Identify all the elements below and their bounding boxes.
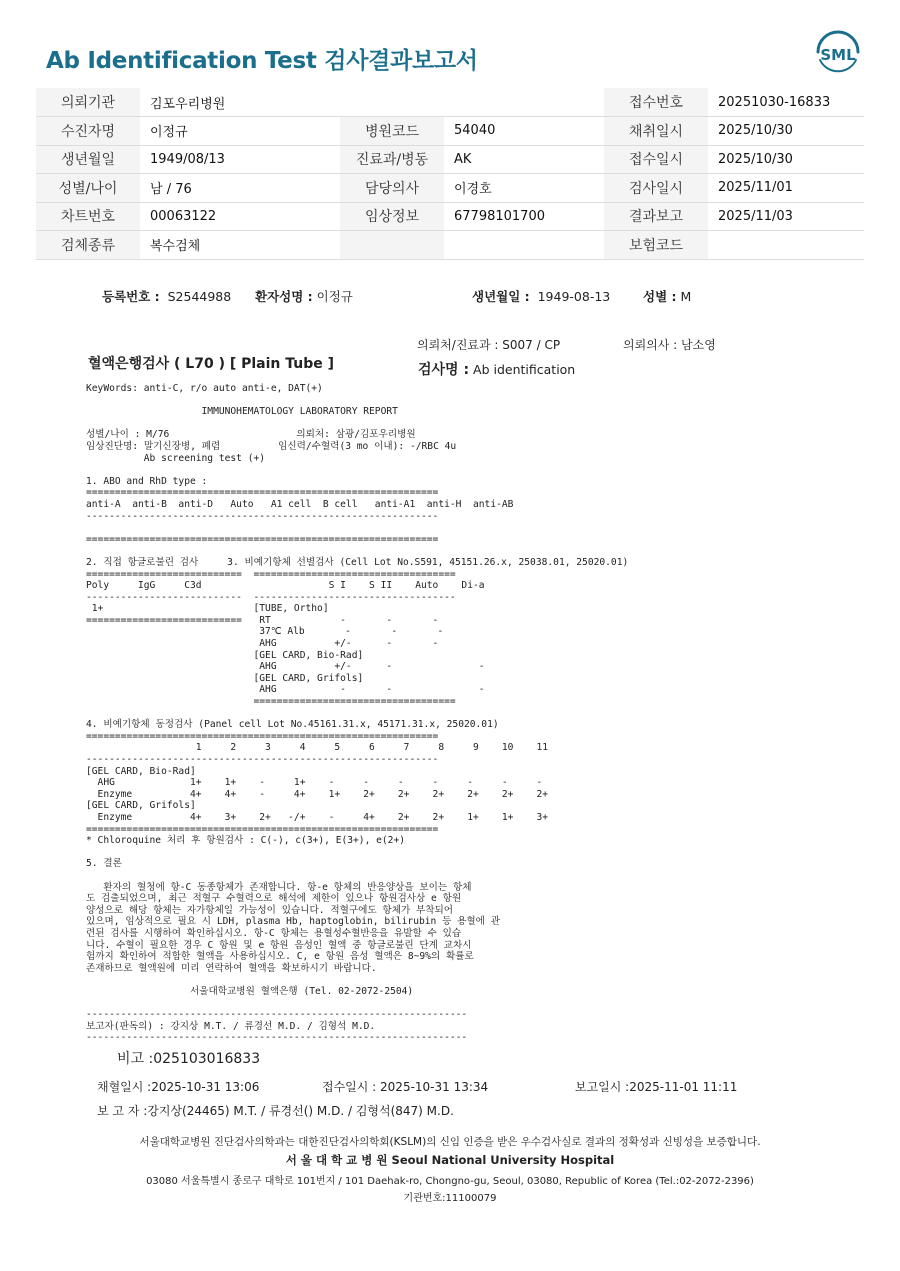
info-row xyxy=(36,88,864,117)
label-insurance-code: 보험코드 xyxy=(604,231,708,260)
label-birth-date: 생년월일 xyxy=(36,145,140,174)
label-receive-date: 접수일시 xyxy=(604,145,708,174)
receipt-time: 접수일시 : 2025-10-31 13:34 xyxy=(322,1080,489,1094)
value-clinical-info: 67798101700 xyxy=(444,202,604,231)
label-requesting-org: 의뢰기관 xyxy=(36,88,140,117)
blank-cell xyxy=(444,231,604,260)
patient-name: 환자성명 : 이정규 xyxy=(255,289,353,304)
value-chart-no: 00063122 xyxy=(140,202,340,231)
label-hospital-code: 병원코드 xyxy=(340,117,444,146)
blank-cell xyxy=(340,231,444,260)
registration-no: 등록번호 : S2544988 xyxy=(102,289,232,304)
value-sex-age: 남 / 76 xyxy=(140,174,340,203)
test-category-title: 혈액은행검사 ( L70 ) [ Plain Tube ] xyxy=(88,356,335,372)
info-row xyxy=(36,174,864,203)
label-report-date: 결과보고 xyxy=(604,202,708,231)
value-doctor: 이경호 xyxy=(444,174,604,203)
requesting-dept: 의뢰처/진료과 : S007 / CP xyxy=(417,338,561,352)
reporter-line: 보 고 자 :강지상(24465) M.T. / 류경선() M.D. / 김형석(847) M.D. xyxy=(97,1104,454,1118)
report-time: 보고일시 :2025-11-01 11:11 xyxy=(575,1080,738,1094)
value-collect-date: 2025/10/30 xyxy=(708,117,864,146)
page-title: Ab Identification Test 검사결과보고서 xyxy=(46,48,478,74)
label-specimen-type: 검체종류 xyxy=(36,231,140,260)
remarks: 비고 :025103016833 xyxy=(117,1051,261,1067)
label-department: 진료과/병동 xyxy=(340,145,444,174)
label-patient-name: 수진자명 xyxy=(36,117,140,146)
label-test-date: 검사일시 xyxy=(604,174,708,203)
info-row xyxy=(36,202,864,231)
label-chart-no: 차트번호 xyxy=(36,202,140,231)
label-doctor: 담당의사 xyxy=(340,174,444,203)
value-receipt-no: 20251030-16833 xyxy=(708,88,864,117)
hospital-name: 서 울 대 학 교 병 원 Seoul National University Hospital xyxy=(285,1153,615,1167)
requesting-doctor: 의뢰의사 : 남소영 xyxy=(623,338,716,352)
certification-note: 서울대학교병원 진단검사의학과는 대한진단검사의학회(KSLM)의 신임 인증을 받은 우수검사실로 결과의 정확성과 신빙성을 보증합니다. xyxy=(139,1136,761,1148)
institution-number: 기관번호:11100079 xyxy=(403,1193,497,1204)
patient-birth-date: 생년월일 : 1949-08-13 xyxy=(472,289,611,304)
label-sex-age: 성별/나이 xyxy=(36,174,140,203)
value-hospital-code: 54040 xyxy=(444,117,604,146)
value-specimen-type: 복수검체 xyxy=(140,231,340,260)
value-requesting-org: 김포우리병원 xyxy=(140,88,604,117)
lab-report-body: KeyWords: anti-C, r/o auto anti-e, DAT(+) IMMUNOHEMATOLOGY LABORATORY REPORT 성별/나이 : M/76 의뢰처: 삼광/김포우리병원 임상진단명: 말기신장병, 폐렴 임신력/수혈력(3 mo 이내): -/RBC 4u Ab screening test (+) 1. ABO and RhD type : ============================================================= anti-A anti-B anti-D Auto A1 cell B cell anti-A1 anti-H anti-AB ------------------------------------------------------------- ============================================================= 2. 직접 항글로불린 검사 3. 비예기항체 선별검사 (Cell Lot No.S591, 45151.26.x, 25038.01, 25020.01) =========================== =================================== Poly IgG C3d S I S II Auto Di-a --------------------------- ----------------------------------- 1+ [TUBE, Ortho] =========================== RT - - - 37℃ Alb - - - AHG +/- - - [GEL CARD, Bio-Rad] AHG +/- - - [GEL CARD, Grifols] AHG - - - =================================== 4. 비예기항체 동정검사 (Panel cell Lot No.45161.31.x, 45171.31.x, 25020.01) ============================================================= 1 2 3 4 5 6 7 8 9 10 11 ------------------------------------------------------------- [GEL CARD, Bio-Rad] AHG 1+ 1+ - 1+ - - - - - - - Enzyme 4+ 4+ - 4+ 1+ 2+ 2+ 2+ 2+ 2+ 2+ [GEL CARD, Grifols] Enzyme 4+ 3+ 2+ -/+ - 4+ 2+ 2+ 1+ 1+ 3+ ============================================================= * Chloroquine 처리 후 항원검사 : C(-), c(3+), E(3+), e(2+) 5. 결론 환자의 혈청에 항-C 동종항체가 존재합니다. 항-e 항체의 반응양상을 보이는 항체 도 검출되었으며, 최근 적혈구 수혈력으로 해석에 제한이 있으나 항원검사상 e 항원 양성으로 해당 항체는 자가항체일 가능성이 있습니다. 적혈구에도 항체가 부착되어 있으며, 임상적으로 필요 시 LDH, plasma Hb, haptoglobin, bilirubin 등 용혈에 관 련된 검사를 시행하여 확인하십시오. 항-C 항체는 용혈성수혈반응을 유발할 수 있습 니다. 수혈이 필요한 경우 C 항원 및 e 항원 음성인 혈액 중 항글로불린 단계 교차시 험까지 확인하여 적합한 혈액을 사용하십시오. C, e 항원 음성 혈액은 8~9%의 확률로 존재하므로 혈액원에 미리 연락하여 혈액을 확보하시기 바랍니다. 서울대학교병원 혈액은행 (Tel. 02-2072-2504) ------------------------------------------------------------------ 보고자(판독의) : 강지상 M.T. / 류경선 M.D. / 김형석 M.D. ------------------------------------------------------------------ xyxy=(86,383,629,1044)
test-name: 검사명 : Ab identification xyxy=(418,362,576,378)
value-birth-date: 1949/08/13 xyxy=(140,145,340,174)
info-row xyxy=(36,117,864,146)
patient-sex: 성별 : M xyxy=(643,289,692,304)
value-test-date: 2025/11/01 xyxy=(708,174,864,203)
value-report-date: 2025/11/03 xyxy=(708,202,864,231)
label-receipt-no: 접수번호 xyxy=(604,88,708,117)
label-collect-date: 채취일시 xyxy=(604,117,708,146)
value-receive-date: 2025/10/30 xyxy=(708,145,864,174)
info-row xyxy=(36,145,864,174)
patient-info-table xyxy=(36,88,864,260)
value-patient-name: 이정규 xyxy=(140,117,340,146)
logo-text: SML xyxy=(820,46,856,64)
label-clinical-info: 임상정보 xyxy=(340,202,444,231)
info-row xyxy=(36,231,864,260)
hospital-address: 03080 서울특별시 종로구 대학로 101번지 / 101 Daehak-ro, Chongno-gu, Seoul, 03080, Republic of Korea (Tel.:02-2072-2396) xyxy=(146,1176,754,1187)
value-department: AK xyxy=(444,145,604,174)
collection-time: 채혈일시 :2025-10-31 13:06 xyxy=(97,1080,260,1094)
sml-logo xyxy=(812,30,864,74)
value-insurance-code xyxy=(708,231,864,260)
